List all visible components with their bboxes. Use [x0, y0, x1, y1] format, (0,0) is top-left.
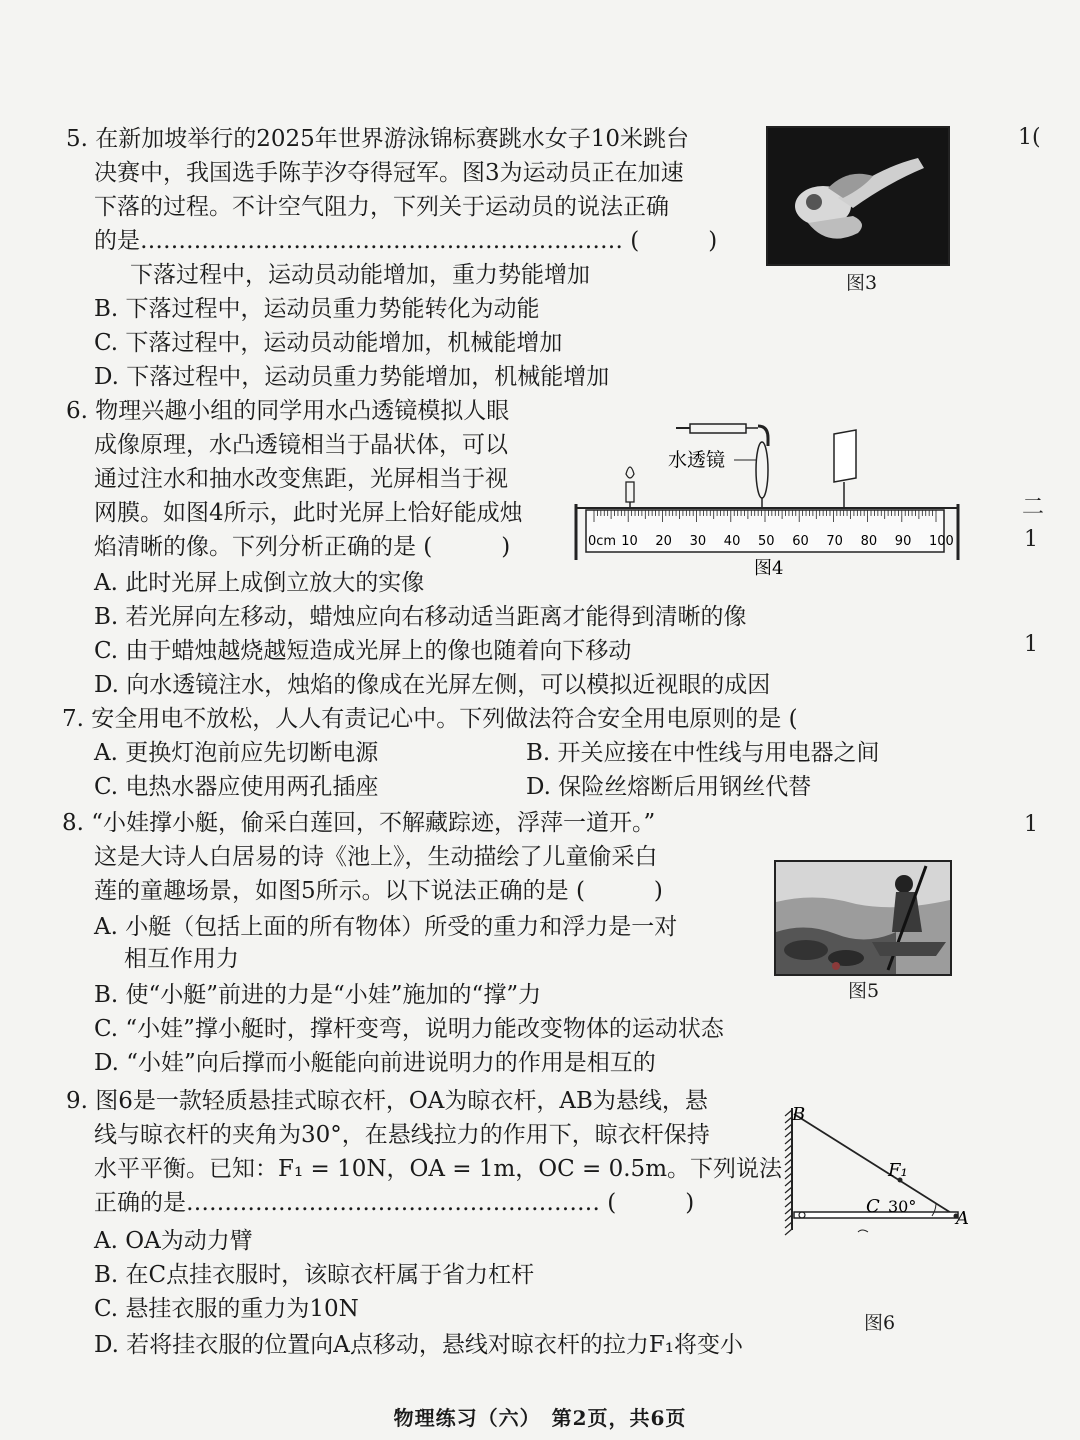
label-angle: 30° — [888, 1197, 917, 1216]
syringe-icon — [676, 424, 768, 446]
ruler-tick-label: 60 — [792, 534, 809, 549]
q5-stem-line: 的是……………………………………………………… ( ) — [94, 228, 718, 254]
diver-photo — [766, 126, 950, 266]
ruler-tick-label: 100 — [929, 534, 954, 549]
candle-icon — [624, 467, 636, 508]
margin-mark: 1( — [1018, 125, 1041, 150]
figure-5-caption: 图5 — [848, 980, 880, 1002]
q9-option-a: A. OA为动力臂 — [94, 1228, 253, 1254]
q6-stem-line: 6. 物理兴趣小组的同学用水凸透镜模拟人眼 — [66, 398, 510, 424]
q6-option-c: C. 由于蜡烛越烧越短造成光屏上的像也随着向下移动 — [94, 638, 632, 664]
margin-mark: 1 — [1024, 527, 1038, 552]
ruler-tick-label: 70 — [826, 534, 843, 549]
q6-stem-line: 成像原理，水凸透镜相当于晶状体，可以 — [94, 432, 508, 458]
ruler-tick-label: 10 — [621, 534, 638, 549]
q5-stem-line: 5. 在新加坡举行的2025年世界游泳锦标赛跳水女子10米跳台 — [66, 126, 690, 152]
page-footer: 物理练习（六） 第2页，共6页 — [393, 1406, 687, 1430]
ruler-tick-label: 50 — [758, 534, 775, 549]
q6-option-d: D. 向水透镜注水，烛焰的像成在光屏左侧，可以模拟近视眼的成因 — [94, 672, 771, 698]
label-b: B — [792, 1104, 806, 1125]
q8-option-d: D. “小娃”向后撑而小艇能向前进说明力的作用是相互的 — [94, 1050, 656, 1076]
ruler-tick-label: 0cm — [588, 534, 617, 549]
margin-mark: 1 — [1024, 812, 1038, 837]
q6-stem-line: 焰清晰的像。下列分析正确的是 ( ) — [94, 534, 511, 560]
q9-option-b: B. 在C点挂衣服时，该晾衣杆属于省力杠杆 — [94, 1262, 535, 1288]
figure-3-caption: 图3 — [846, 272, 878, 294]
water-lens-label: 水透镜 — [668, 449, 726, 471]
ruler-tick-label: 40 — [723, 534, 741, 549]
q5-option-c: C. 下落过程中，运动员动能增加，机械能增加 — [94, 330, 563, 356]
q7-option-a: A. 更换灯泡前应先切断电源 — [94, 740, 379, 766]
margin-mark: 1 — [1024, 632, 1038, 657]
q5-stem-line: 下落的过程。不计空气阻力，下列关于运动员的说法正确 — [94, 194, 669, 220]
q8-option-a: A. 小艇（包括上面的所有物体）所受的重力和浮力是一对 — [94, 914, 678, 940]
q7-stem: 7. 安全用电不放松，人人有责记心中。下列做法符合安全用电原则的是 ( — [62, 706, 798, 732]
q8-option-b: B. 使“小艇”前进的力是“小娃”施加的“撑”力 — [94, 982, 542, 1008]
label-c: C — [866, 1196, 880, 1217]
margin-mark: 二 — [1022, 495, 1045, 520]
boat-child-picture — [774, 860, 952, 976]
q9-stem-line: 线与晾衣杆的夹角为30°，在悬线拉力的作用下，晾衣杆保持 — [94, 1122, 710, 1148]
q9-option-d: D. 若将挂衣服的位置向A点移动，悬线对晾衣杆的拉力F₁将变小 — [94, 1332, 744, 1358]
q6-stem-line: 网膜。如图4所示，此时光屏上恰好能成烛 — [94, 500, 523, 526]
ruler-tick-label: 20 — [655, 534, 672, 549]
q6-option-a: A. 此时光屏上成倒立放大的实像 — [94, 570, 425, 596]
figure-6-caption: 图6 — [864, 1312, 896, 1334]
q5-option-a: 下落过程中，运动员动能增加，重力势能增加 — [130, 262, 590, 288]
q5-option-d: D. 下落过程中，运动员重力势能增加，机械能增加 — [94, 364, 610, 390]
q7-option-c: C. 电热水器应使用两孔插座 — [94, 774, 379, 800]
q6-option-b: B. 若光屏向左移动，蜡烛应向右移动适当距离才能得到清晰的像 — [94, 604, 747, 630]
q8-stem-line: 8. “小娃撑小艇，偷采白莲回，不解藏踪迹，浮萍一道开。” — [62, 810, 656, 836]
clothes-rod-figure — [780, 1100, 980, 1250]
optical-bench-ruler — [576, 504, 958, 560]
q8-option-a-cont: 相互作用力 — [124, 946, 239, 972]
q8-option-c: C. “小娃”撑小艇时，撑杆变弯，说明力能改变物体的运动状态 — [94, 1016, 724, 1042]
q6-stem-line: 通过注水和抽水改变焦距，光屏相当于视 — [94, 466, 508, 492]
figure-4-caption: 图4 — [754, 558, 784, 579]
label-f1: F₁ — [888, 1160, 908, 1181]
light-screen-icon — [834, 430, 856, 508]
q7-option-b: B. 开关应接在中性线与用电器之间 — [526, 740, 880, 766]
q7-option-d: D. 保险丝熔断后用钢丝代替 — [526, 774, 812, 800]
label-a: A — [956, 1208, 969, 1229]
lens-bench-figure — [572, 412, 962, 582]
ruler-tick-label: 90 — [894, 534, 912, 549]
q9-stem-line: 水平平衡。已知：F₁ = 10N，OA = 1m，OC = 0.5m。下列说法 — [94, 1156, 783, 1182]
water-lens-icon — [756, 442, 768, 508]
q9-option-c: C. 悬挂衣服的重力为10N — [94, 1296, 359, 1322]
ruler-tick-label: 80 — [860, 534, 878, 549]
q5-option-b: B. 下落过程中，运动员重力势能转化为动能 — [94, 296, 540, 322]
q5-stem-line: 决赛中，我国选手陈芋汐夺得冠军。图3为运动员正在加速 — [94, 160, 684, 186]
q8-stem-line: 这是大诗人白居易的诗《池上》，生动描绘了儿童偷采白 — [94, 844, 658, 870]
ruler-tick-label: 30 — [689, 534, 707, 549]
q9-stem-line: 正确的是……………………………………………… ( ) — [94, 1190, 695, 1216]
q8-stem-line: 莲的童趣场景，如图5所示。以下说法正确的是 ( ) — [94, 878, 663, 904]
q9-stem-line: 9. 图6是一款轻质悬挂式晾衣杆，OA为晾衣杆，AB为悬线，悬 — [66, 1088, 708, 1114]
